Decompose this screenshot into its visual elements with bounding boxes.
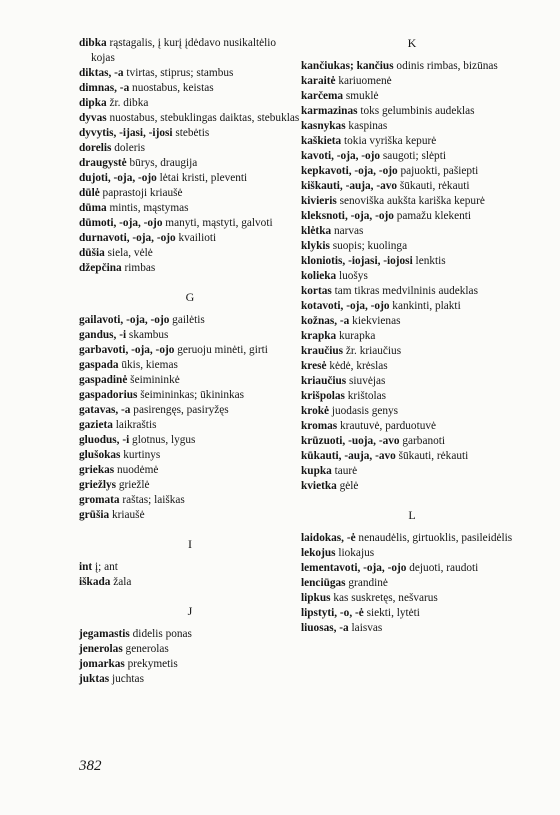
headword: draugystė [79, 157, 127, 169]
headword: dibka [79, 37, 107, 49]
dictionary-entry [301, 591, 523, 606]
definition: siuvėjas [346, 375, 386, 387]
definition: senoviška aukšta kariška kepurė [336, 195, 485, 207]
definition: lėtai kristi, pleventi [156, 172, 248, 184]
headword: lenciūgas [301, 577, 346, 589]
headword: kančiukas; kančius [301, 60, 394, 72]
definition: žr. kriaučius [343, 345, 402, 357]
right-column [301, 36, 523, 636]
definition: šūkauti, rėkauti [397, 180, 470, 192]
dictionary-entry [79, 657, 301, 672]
headword: karmazinas [301, 105, 358, 117]
dictionary-entry [79, 328, 301, 343]
dictionary-entry [79, 66, 301, 81]
definition: grandinė [345, 577, 388, 589]
dictionary-entry [79, 156, 301, 171]
left-column [79, 36, 301, 687]
definition: glotnus, lygus [129, 434, 196, 446]
dictionary-entry [301, 576, 523, 591]
dictionary-entry [301, 194, 523, 209]
dictionary-entry [79, 36, 301, 66]
headword: dorelis [79, 142, 112, 154]
headword: lekojus [301, 547, 336, 559]
headword: gromata [79, 494, 120, 506]
definition: nenaudėlis, girtuoklis, pasileidėlis [355, 532, 513, 544]
dictionary-entry [79, 171, 301, 186]
dictionary-entry [79, 343, 301, 358]
headword: kloniotis, -iojasi, -iojosi [301, 255, 413, 267]
dictionary-entry [301, 299, 523, 314]
headword: gailavoti, -oja, -ojo [79, 314, 170, 326]
dictionary-entry [79, 111, 301, 126]
dictionary-entry [79, 642, 301, 657]
headword: griekas [79, 464, 115, 476]
headword: gluodus, -i [79, 434, 130, 446]
dictionary-entry [79, 493, 301, 508]
headword: kortas [301, 285, 332, 297]
definition: laikraštis [112, 419, 157, 431]
definition: tvirtas, stiprus; stambus [123, 67, 234, 79]
definition: smuklė [343, 90, 379, 102]
headword: kavoti, -oja, -ojo [301, 150, 381, 162]
definition: geruoju minėti, girti [174, 344, 268, 356]
dictionary-entry [301, 284, 523, 299]
section-letter: I [188, 537, 192, 551]
dictionary-entry [79, 672, 301, 687]
dictionary-entry [79, 463, 301, 478]
headword: dyvytis, -ijasi, -ijosi [79, 127, 173, 139]
definition: gailėtis [169, 314, 205, 326]
headword: dūmoti, -oja, -ojo [79, 217, 163, 229]
definition: skambus [126, 329, 169, 341]
definition: stebėtis [172, 127, 210, 139]
headword: kožnas, -a [301, 315, 350, 327]
definition: juodasis genys [329, 405, 399, 417]
headword: gatavas, -a [79, 404, 131, 416]
definition: kariuomenė [335, 75, 392, 87]
definition: kaspinas [345, 120, 388, 132]
headword: krokė [301, 405, 330, 417]
headword: kromas [301, 420, 338, 432]
headword: kolieka [301, 270, 337, 282]
dictionary-entry [79, 126, 301, 141]
definition: luošys [336, 270, 368, 282]
definition: kurtinys [120, 449, 161, 461]
dictionary-entry [301, 254, 523, 269]
headword: glušokas [79, 449, 121, 461]
dictionary-entry [79, 81, 301, 96]
headword: dūlė [79, 187, 100, 199]
headword: kotavoti, -oja, -ojo [301, 300, 390, 312]
dictionary-entry [301, 621, 523, 636]
definition: odinis rimbas, bizūnas [393, 60, 498, 72]
definition: kas suskretęs, nešvarus [330, 592, 438, 604]
dictionary-entry [79, 478, 301, 493]
dictionary-entry [79, 186, 301, 201]
headword: iškada [79, 576, 111, 588]
definition: ūkis, kiemas [118, 359, 178, 371]
dictionary-entry [79, 403, 301, 418]
dictionary-entry [301, 434, 523, 449]
headword: dimnas, -a [79, 82, 130, 94]
headword: liuosas, -a [301, 622, 349, 634]
headword: krišpolas [301, 390, 345, 402]
dictionary-entry [79, 313, 301, 328]
definition: krautuvė, parduotuvė [337, 420, 437, 432]
definition: narvas [331, 225, 364, 237]
definition: kankinti, plakti [389, 300, 461, 312]
definition: nuostabus, stebuklingas daiktas, stebuklas [106, 112, 300, 124]
headword: kupka [301, 465, 332, 477]
dictionary-entry [79, 508, 301, 523]
dictionary-entry [79, 216, 301, 231]
definition: tokia vyriška kepurė [341, 135, 437, 147]
headword: kasnykas [301, 120, 346, 132]
definition: nuodėmė [114, 464, 159, 476]
definition: generolas [122, 643, 169, 655]
headword: džepčina [79, 262, 122, 274]
definition: garbanoti [399, 435, 446, 447]
dictionary-entry [301, 89, 523, 104]
headword: gazieta [79, 419, 113, 431]
headword: durnavoti, -oja, -ojo [79, 232, 176, 244]
headword: kriaučius [301, 375, 347, 387]
dictionary-entry [301, 74, 523, 89]
dictionary-entry [79, 433, 301, 448]
definition: paprastoji kriaušė [99, 187, 183, 199]
dictionary-entry [79, 201, 301, 216]
headword: dyvas [79, 112, 107, 124]
definition: laisvas [348, 622, 383, 634]
dictionary-entry [301, 224, 523, 239]
definition: kiekvienas [349, 315, 401, 327]
headword: dūšia [79, 247, 105, 259]
dictionary-entry [301, 359, 523, 374]
definition: dejuoti, raudoti [406, 562, 479, 574]
dictionary-entry [301, 59, 523, 74]
headword: griežlys [79, 479, 117, 491]
headword: juktas [79, 673, 110, 685]
dictionary-entry [301, 479, 523, 494]
definition: šūkauti, rėkauti [395, 450, 469, 462]
dictionary-entry [79, 388, 301, 403]
definition: kriaušė [109, 509, 145, 521]
dictionary-entry [301, 561, 523, 576]
definition: tam tikras medvilninis audeklas [331, 285, 478, 297]
dictionary-entry [301, 546, 523, 561]
headword: kaškieta [301, 135, 342, 147]
headword: kūkauti, -auja, -avo [301, 450, 396, 462]
headword: lipkus [301, 592, 331, 604]
definition: didelis ponas [129, 628, 192, 640]
dictionary-entry [301, 606, 523, 621]
definition: šeimininkas; ūkininkas [137, 389, 245, 401]
headword: dūma [79, 202, 107, 214]
dictionary-entry [79, 231, 301, 246]
headword: grūšia [79, 509, 110, 521]
dictionary-entry [301, 374, 523, 389]
dictionary-entry [79, 358, 301, 373]
dictionary-entry [79, 560, 301, 575]
headword: laidokas, -ė [301, 532, 356, 544]
headword: krapka [301, 330, 337, 342]
headword: dujoti, -oja, -ojo [79, 172, 157, 184]
definition: rąstagalis, į kurį įdėdavo nusikaltėlio kojas [91, 37, 277, 64]
headword: gaspada [79, 359, 119, 371]
section-letter: G [185, 290, 195, 304]
dictionary-entry [301, 134, 523, 149]
definition: gėlė [336, 480, 359, 492]
dictionary-entry [79, 627, 301, 642]
headword: jegamastis [79, 628, 130, 640]
dictionary-entry [301, 209, 523, 224]
headword: klėtka [301, 225, 332, 237]
definition: žr. dibka [106, 97, 149, 109]
dictionary-entry [79, 448, 301, 463]
definition: liokajus [335, 547, 375, 559]
dictionary-entry [301, 464, 523, 479]
headword: jomarkas [79, 658, 125, 670]
definition: mintis, mąstymas [106, 202, 189, 214]
headword: kiškauti, -auja, -avo [301, 180, 398, 192]
headword: kleksnoti, -oja, -ojo [301, 210, 394, 222]
definition: pamažu klekenti [393, 210, 472, 222]
headword: gaspadinė [79, 374, 128, 386]
dictionary-entry [79, 575, 301, 590]
dictionary-entry [301, 531, 523, 546]
definition: toks gelumbinis audeklas [357, 105, 475, 117]
dictionary-entry [301, 164, 523, 179]
definition: lenktis [412, 255, 446, 267]
dictionary-entry [301, 404, 523, 419]
headword: karaitė [301, 75, 336, 87]
dictionary-entry [301, 344, 523, 359]
headword: kivieris [301, 195, 337, 207]
definition: prekymetis [124, 658, 178, 670]
dictionary-entry [301, 419, 523, 434]
dictionary-entry [79, 261, 301, 276]
headword: int [79, 561, 93, 573]
dictionary-entry [301, 149, 523, 164]
headword: gandus, -i [79, 329, 127, 341]
dictionary-entry [301, 179, 523, 194]
headword: diktas, -a [79, 67, 124, 79]
definition: pasirengęs, pasiryžęs [130, 404, 229, 416]
headword: krūzuoti, -uoja, -avo [301, 435, 400, 447]
definition: raštas; laiškas [119, 494, 185, 506]
section-letter: L [408, 508, 416, 522]
definition: manyti, mąstyti, galvoti [162, 217, 273, 229]
section-letter: K [407, 36, 417, 50]
page-number: 382 [79, 758, 102, 774]
definition: juchtas [109, 673, 144, 685]
headword: karčema [301, 90, 344, 102]
definition: į; ant [92, 561, 118, 573]
headword: kraučius [301, 345, 344, 357]
definition: žala [110, 576, 132, 588]
dictionary-entry [79, 141, 301, 156]
headword: gaspadorius [79, 389, 138, 401]
headword: kvietka [301, 480, 337, 492]
dictionary-entry [301, 119, 523, 134]
dictionary-entry [79, 373, 301, 388]
definition: doleris [111, 142, 146, 154]
dictionary-entry [301, 329, 523, 344]
headword: dipka [79, 97, 107, 109]
definition: kvailioti [175, 232, 217, 244]
definition: saugoti; slėpti [380, 150, 446, 162]
dictionary-entry [301, 269, 523, 284]
headword: garbavoti, -oja, -ojo [79, 344, 175, 356]
definition: siela, vėlė [104, 247, 153, 259]
headword: lipstyti, -o, -ė [301, 607, 364, 619]
definition: suopis; kuolinga [329, 240, 408, 252]
definition: pajuokti, pašiepti [397, 165, 479, 177]
dictionary-entry [301, 239, 523, 254]
dictionary-entry [79, 96, 301, 111]
definition: siekti, lytėti [363, 607, 420, 619]
definition: kėdė, krėslas [326, 360, 388, 372]
headword: jenerolas [79, 643, 123, 655]
definition: krištolas [344, 390, 387, 402]
headword: lementavoti, -oja, -ojo [301, 562, 407, 574]
definition: rimbas [121, 262, 156, 274]
headword: kresė [301, 360, 327, 372]
definition: kurapka [336, 330, 376, 342]
definition: šeimininkė [127, 374, 180, 386]
dictionary-entry [79, 246, 301, 261]
dictionary-entry [301, 104, 523, 119]
definition: griežlė [116, 479, 150, 491]
headword: kepkavoti, -oja, -ojo [301, 165, 398, 177]
definition: nuostabus, keistas [129, 82, 214, 94]
dictionary-entry [79, 418, 301, 433]
definition: būrys, draugija [126, 157, 198, 169]
dictionary-entry [301, 314, 523, 329]
dictionary-entry [301, 389, 523, 404]
section-letter: J [187, 604, 193, 618]
definition: taurė [331, 465, 358, 477]
headword: klykis [301, 240, 330, 252]
dictionary-entry [301, 449, 523, 464]
